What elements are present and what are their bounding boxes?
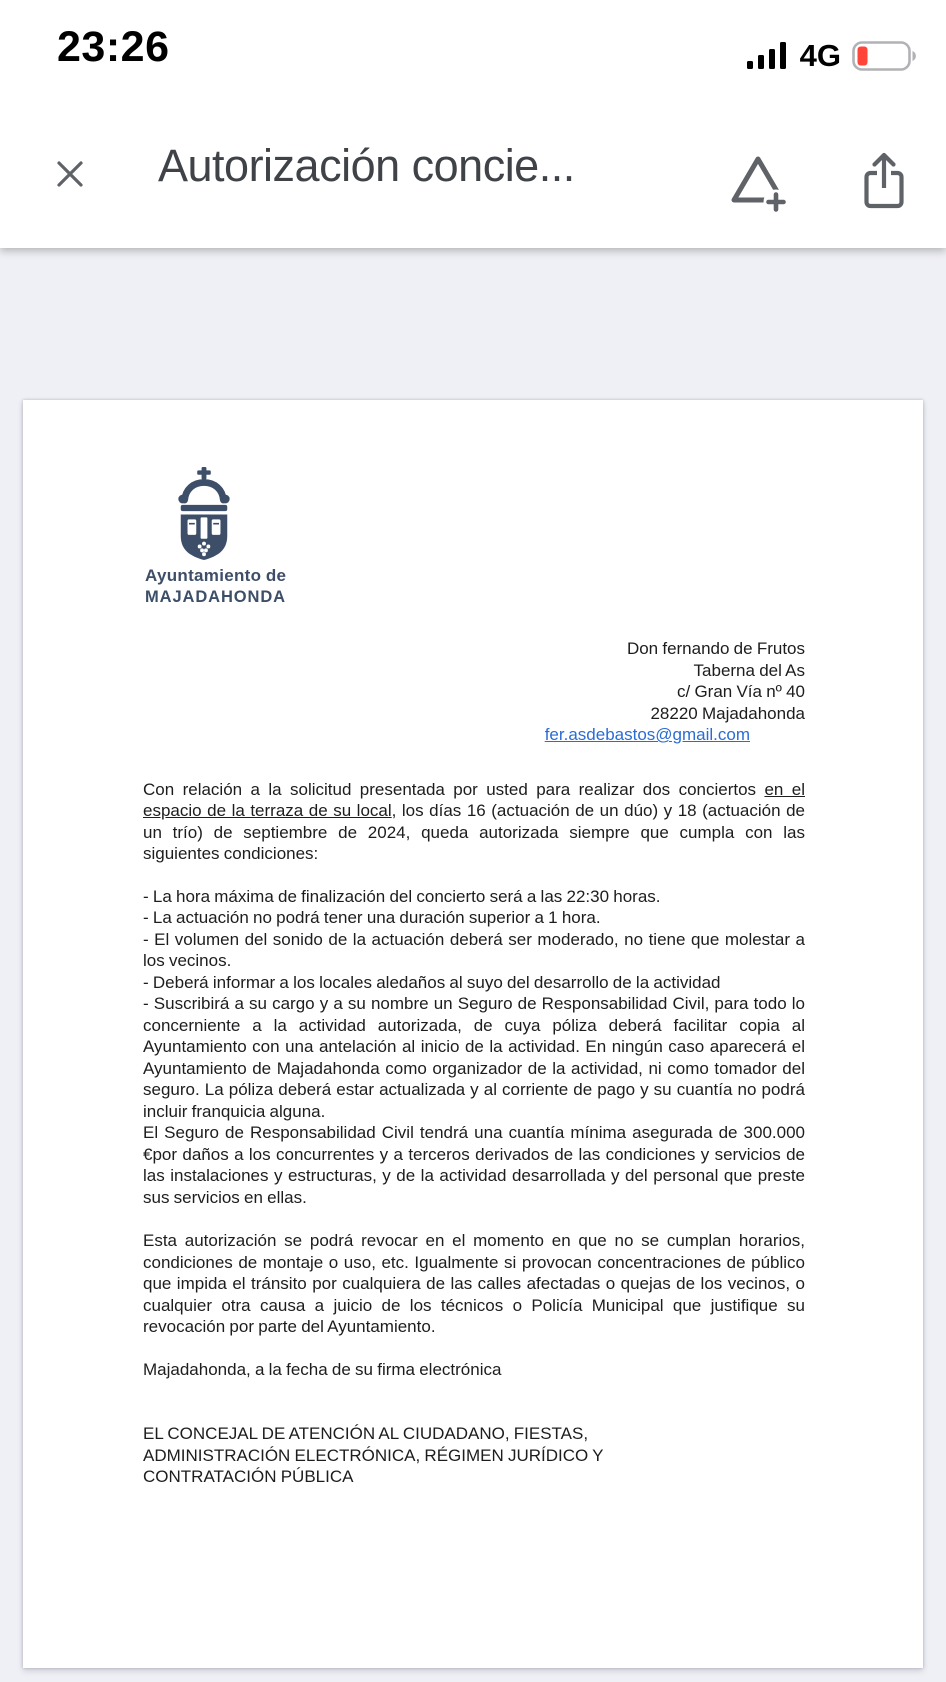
intro-paragraph xyxy=(143,779,805,865)
insurance-paragraph: El Seguro de Responsabilidad Civil tendrá una cuantía mínima asegurada de 300.000 €por daños a los concurrentes y a terceros derivados de las condiciones y servicios de las instalaciones y estructuras, y de la actividad desarrollada y del personal que preste sus servicios en ellas. xyxy=(143,1123,805,1207)
logo-caption-line2: MAJADAHONDA xyxy=(145,587,286,606)
add-to-drive-button[interactable] xyxy=(726,150,790,216)
signature-line-1: EL CONCEJAL DE ATENCIÓN AL CIUDADANO, FIESTAS, xyxy=(143,1424,589,1443)
share-icon xyxy=(861,151,907,211)
recipient-block xyxy=(143,638,805,746)
logo-caption-line1: Ayuntamiento de xyxy=(145,566,287,585)
conditions-list xyxy=(143,886,805,1209)
condition-item-3: - El volumen del sonido de la actuación deberá ser moderado, no tiene que molestar a los vecinos. xyxy=(143,929,805,970)
viewer-chrome xyxy=(0,0,946,248)
place-date-line: Majadahonda, a la fecha de su firma electrónica xyxy=(143,1359,502,1379)
close-icon xyxy=(55,159,85,189)
revocation-paragraph: Esta autorización se podrá revocar en el momento en que no se cumplan horarios, condiciones de montaje o uso, etc. Igualmente si provocan concentraciones de público que impida el tránsito por cualquiera de las calles afectadas o quejas de los vecinos, o cualquier otra causa a juicio de los técnicos o Policía Municipal que justifique su revocación por parte del Ayuntamiento. xyxy=(143,1231,805,1336)
battery-icon xyxy=(852,41,918,71)
signature-block xyxy=(143,1423,805,1488)
intro-text-pre: Con relación a la solicitud presentada por usted para realizar dos conciertos xyxy=(143,779,765,799)
signature-line-3: CONTRATACIÓN PÚBLICA xyxy=(143,1467,354,1486)
status-indicators xyxy=(747,40,918,71)
document-title: Autorización concie... xyxy=(158,140,575,191)
cellular-signal-icon xyxy=(747,41,789,70)
recipient-email-link[interactable]: fer.asdebastos@gmail.com xyxy=(544,725,750,744)
majadahonda-crest-icon xyxy=(173,467,235,562)
pdf-page[interactable] xyxy=(23,400,923,1668)
share-button[interactable] xyxy=(856,146,912,216)
condition-item-2: - La actuación no podrá tener una duración superior a 1 hora. xyxy=(143,908,601,927)
close-button[interactable] xyxy=(48,152,92,196)
recipient-email-line xyxy=(143,724,750,746)
condition-item-4: - Deberá informar a los locales aledaños al suyo del desarrollo de la actividad xyxy=(143,972,721,992)
condition-item-1: - La hora máxima de finalización del concierto será a las 22:30 horas. xyxy=(143,886,661,906)
ayuntamiento-logo xyxy=(143,467,805,608)
intro-underlined-text: en el espacio de la terraza de su local xyxy=(143,779,805,820)
signature-line-2: ADMINISTRACIÓN ELECTRÓNICA, RÉGIMEN JURÍDICO Y xyxy=(143,1445,604,1465)
network-type-label: 4G xyxy=(799,38,841,73)
recipient-street: c/ Gran Vía nº 40 xyxy=(677,682,805,701)
recipient-name: Don fernando de Frutos xyxy=(626,639,805,658)
add-to-drive-icon xyxy=(728,152,788,214)
intro-text-post: , los días 16 (actuación de un dúo) y 18 (actuación de un trío) de septiembre de 2024, queda autorizada siempre que cumpla con las siguientes condiciones: xyxy=(143,801,806,863)
recipient-business: Taberna del As xyxy=(693,660,805,680)
recipient-city: 28220 Majadahonda xyxy=(650,703,805,723)
condition-item-5: - Suscribirá a su cargo y a su nombre un Seguro de Responsabilidad Civil, para todo lo concerniente a la actividad autorizada, de cuya póliza deberá facilitar copia al Ayuntamiento con una antelación al inicio de la actividad. En ningún caso aparecerá el Ayuntamiento de Majadahonda como organizador de la actividad, ni como tomador del seguro. La póliza deberá estar actualizada y al corriente de pago y su cuantía no podrá incluir franquicia alguna. xyxy=(143,994,805,1121)
status-time: 23:26 xyxy=(57,23,170,71)
